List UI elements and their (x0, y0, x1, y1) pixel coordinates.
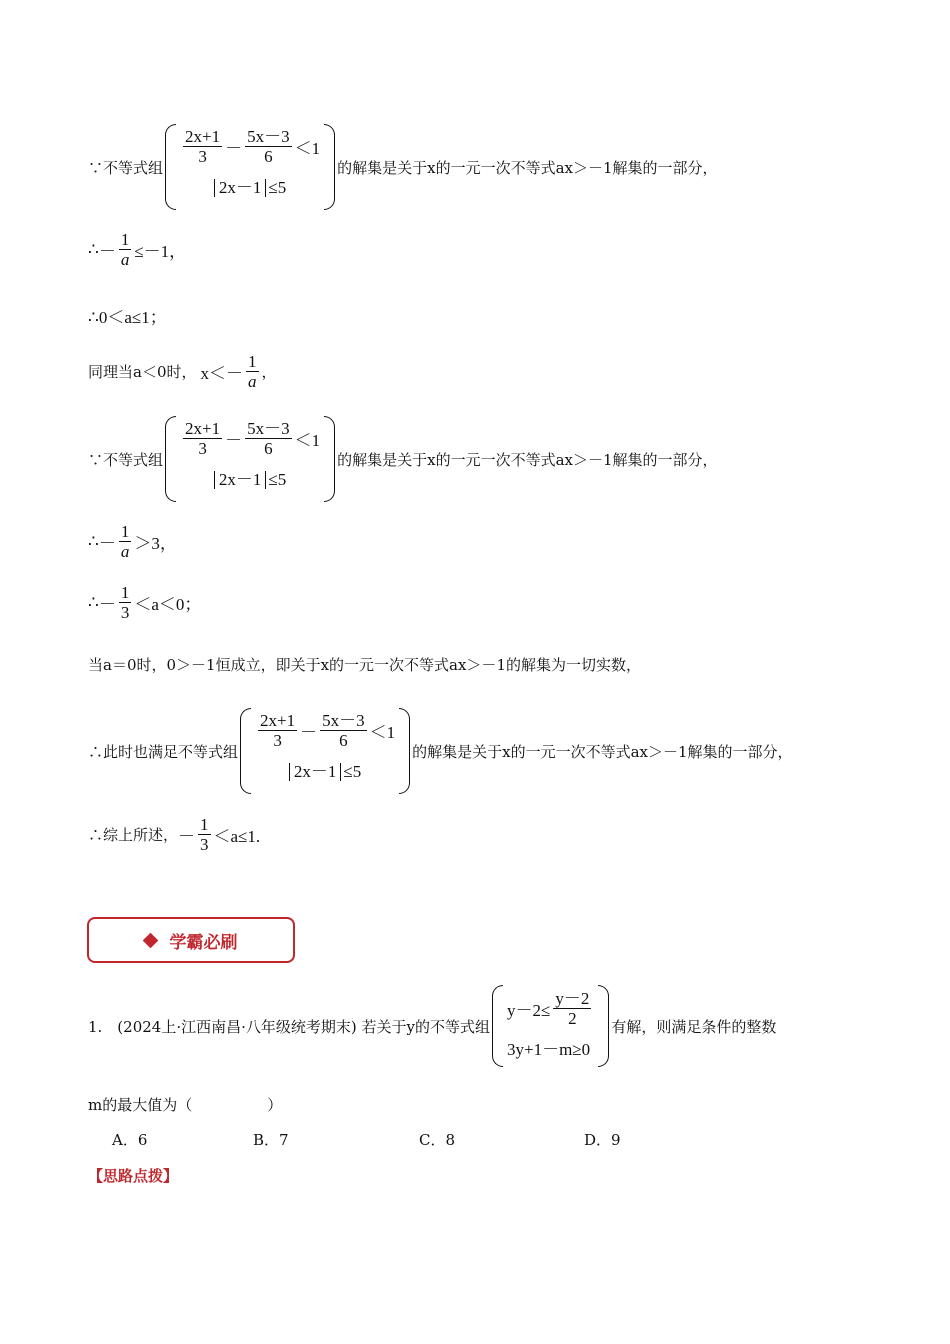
option-b[interactable]: B．7 (253, 1131, 289, 1149)
line-7: ∴ － $\frac{1}{3}$ ＜a＜0； (88, 583, 202, 622)
inequality-system: $\frac{2x+1}{3}$ － $\frac{5x-3}{6}$ ＜1 2x－1 ≤5 (165, 416, 335, 502)
option-d[interactable]: D．9 (584, 1131, 621, 1149)
option-c[interactable]: C．8 (419, 1131, 456, 1149)
question-1: 1. (2024上·江西南昌·八年级统考期末) 若关于y的不等式组 y－2≤ $\frac{y-2}{2}$ 3y+1－m≥0 有解，则满足条件的整数 (88, 985, 776, 1067)
line-6: ∴ － $\frac{1}{a}$ ＞3， (88, 522, 177, 561)
hint-heading: 【思路点拨】 (88, 1167, 179, 1185)
diamond-icon (142, 932, 158, 948)
line-4: 同理当a＜0时， x＜－ $\frac{1}{a}$ ， (88, 352, 277, 391)
line-8: 当a＝0时，0＞－1恒成立，即关于x的一元一次不等式ax＞－1的解集为一切实数， (88, 656, 641, 674)
line-1: ∵不等式组 $\frac{2x+1}{3}$ － $\frac{5x-3}{6}$ ＜1 2x－1 ≤5 的解集是关于x的一元一次不等式ax＞－1解集的一部分， (88, 124, 718, 210)
inequality-system: $\frac{2x+1}{3}$ － $\frac{5x-3}{6}$ ＜1 2x－1 ≤5 (165, 124, 335, 210)
inequality-system: $\frac{2x+1}{3}$ － $\frac{5x-3}{6}$ ＜1 2x－1 ≤5 (240, 708, 410, 794)
option-a[interactable]: A．6 (112, 1131, 148, 1149)
inequality-system: y－2≤ $\frac{y-2}{2}$ 3y+1－m≥0 (492, 985, 609, 1067)
line-3: ∴0＜a≤1； (88, 308, 167, 327)
line-9: ∴此时也满足不等式组 $\frac{2x+1}{3}$ － $\frac{5x-3}{6}$ ＜1 2x－1 ≤5 的解集是关于x的一元一次不等式ax＞－1解集的一部分， (88, 708, 793, 794)
question-line-2: m的最大值为（ ） (88, 1096, 283, 1114)
line-5: ∵不等式组 $\frac{2x+1}{3}$ － $\frac{5x-3}{6}$ ＜1 2x－1 ≤5 的解集是关于x的一元一次不等式ax＞－1解集的一部分， (88, 416, 718, 502)
section-badge: 学霸必刷 (87, 917, 295, 963)
line-10: ∴综上所述， － $\frac{1}{3}$ ＜a≤1. (88, 815, 261, 854)
line-2: ∴ － $\frac{1}{a}$ ≤－1， (88, 230, 187, 269)
